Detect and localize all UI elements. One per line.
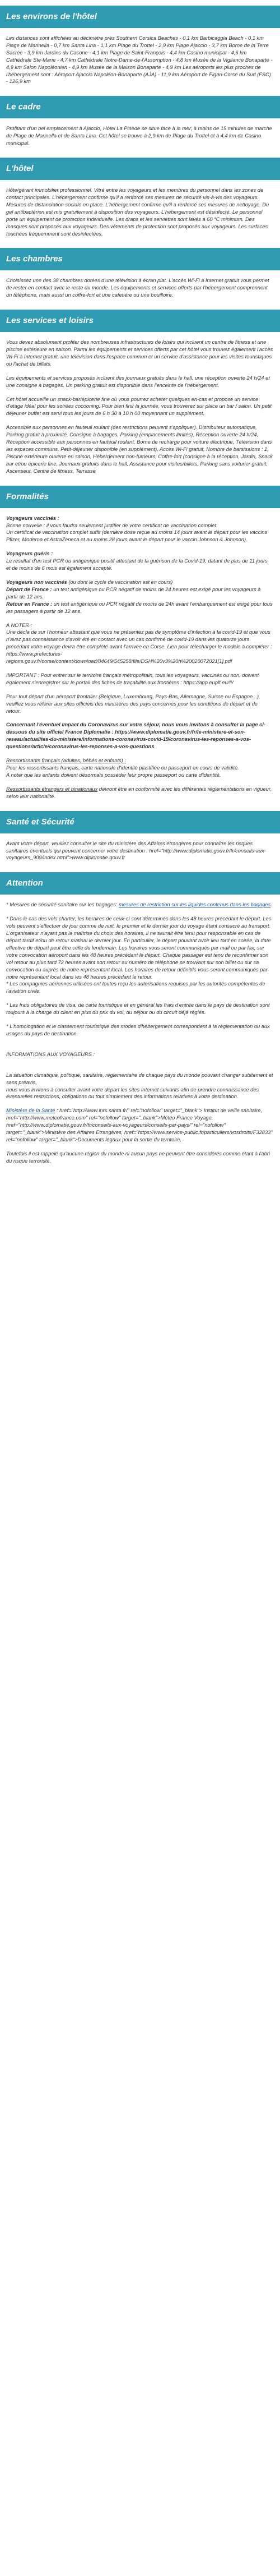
recovered-heading: Voyageurs guéris : bbox=[6, 551, 53, 557]
recovered-travellers bbox=[6, 550, 273, 572]
environs-text: Les distances sont affichées au décimètre près Southern Corsica Beaches - 0,1 km Barbicaggia Beach - 0,1 km Plage de Marinella - 0,7 km Santa Lina - 1,1 km Plage du Trottel - 2,9 km Plage Ajaccio - 3,7 km Borne de la Terre Sacrée - 3,9 km Jardins du Casone - 4,1 km Plage de Saint-François - 4,4 km Casino municipal - 4,6 km Cathédrale Ste-Marie - 4,7 km Cathédrale Notre-Dame-de-l'Assomption - 4,8 km Musée de la Vigilance Bonaparte - 4,9 km Salon Napoléonien - 4,9 km Musée de la Maison Bonaparte - 4,9 km Les aéroports les plus proches de l'hébergement sont : Aéroport Ajaccio Napoléon-Bonaparte (AJA) - 11,9 km Aéroport de Figari-Corse du Sud (FSC) - 126,9 km bbox=[6, 35, 273, 85]
services-paragraph: Cet hôtel accueille un snack-bar/épicerie fine où vous pourrez acheter quelques en-cas et propose un service d'étage idéal pour les soirées cocooning. Pour bien finir la journée, vous trouverez sur place un bar / salon. Un petit déjeuner buffet est servi tous les jours de 6 h 30 à 10 h 00 moyennant un supplément. bbox=[6, 396, 272, 417]
unvaccinated-note: (ou dont le cycle de vaccination est en cours) bbox=[67, 579, 173, 585]
section-header-attention bbox=[0, 872, 280, 895]
note-text: Une décla de sur l'honneur attestant que vous ne présentez pas de symptôme d'infection à la covid-19 et que vous n'avez pas connaissance d'avoir été en contact avec un cas confirmé de covid-19 dans les quatorze jours précédant votre voyage devra être complété avant l'arrivée en Corse. Lien pour télécharger le modèle à compléter : https://www.prefectures-regions.gouv.fr/corse/content/download/84649/545258/file/DSH%20v3%20h%20020072021[1].pdf bbox=[6, 629, 272, 665]
important-text: IMPORTANT : Pour entrer sur le territoire français métropolitain, tous les voyageurs, vaccinés ou non, doivent également s'enregistrer sur le portail des fiches de traçabilité aux frontières : https://app.euplf.eu/#/ bbox=[6, 672, 259, 685]
foreign-nationals bbox=[6, 786, 273, 800]
section-body-hotel bbox=[0, 180, 280, 237]
return-text: un test antigénique ou PCR négatif de moins de 24h avant l'embarquement est exigé pour tous les passagers à partir de 12 ans. bbox=[6, 601, 273, 614]
airlines-text: * Les compagnies aériennes utilisées ont toutes reçu les autorisations requises par les autorités compétentes de l'aviation civile. bbox=[6, 981, 265, 994]
liquids-prefix: * Mesures de sécurité sanitaire sur les bagages: bbox=[6, 902, 119, 908]
vaccinated-line: Bonne nouvelle : il vous faudra seulement justifier de votre certificat de vaccination complet. bbox=[6, 522, 218, 528]
situation-text-2: nous vous invitons à consulter avant votre départ les sites Internet suivants afin de prendre connaissance des éventuelles restrictions, obligations ou tout simplement des informations relatives à votre destination. bbox=[6, 1086, 259, 1100]
french-nationals-extra: A noter que les enfants doivent désormais posséder leur propre passeport ou carte d'identité. bbox=[6, 772, 221, 778]
section-body-sante bbox=[0, 833, 280, 862]
section-body-attention bbox=[0, 895, 280, 1164]
terrorism-notice: Toutefois il est rappelé qu'aucune région du monde ni aucun pays ne peuvent être considérés comme étant à l'abri du risque terroriste. bbox=[6, 1150, 270, 1164]
liquids-restriction-link[interactable]: mesures de restriction sur les liquides contenus dans les bagages bbox=[119, 902, 271, 908]
links-block bbox=[6, 1107, 273, 1144]
section-title: Attention bbox=[6, 878, 43, 888]
coronavirus-text bbox=[6, 721, 273, 750]
liquids-suffix: . bbox=[270, 902, 272, 908]
visa-notice: * Les frais obligatoires de visa, de carte touristique et en général les frais d'entrée dans le pays de destination sont toujours à la charge du client en plus du prix du vol, du séjour ou du circuit déjà réglés. bbox=[6, 1002, 270, 1016]
recovered-text: Le résultat d'un test PCR ou antigénique positif attestant de la guérison de la Covid-19, datant de plus de 11 jours et de moins de 6 mois est également accepté. bbox=[6, 558, 268, 572]
section-header-sante bbox=[0, 811, 280, 833]
foreign-nationals-text: devront être en conformité avec les différentes réglementations en vigueur, selon leur nationalité. bbox=[6, 786, 272, 799]
section-body-formalites bbox=[0, 508, 280, 800]
section-header-hotel bbox=[0, 158, 280, 180]
departure-heading: Départ de France : bbox=[6, 586, 52, 592]
situation-text: La situation climatique, politique, sanitaire, réglementaire de chaque pays du monde pouvant changer subitement et sans préavis, bbox=[6, 1072, 273, 1085]
section-body-cadre bbox=[0, 118, 280, 147]
charter-notice bbox=[6, 915, 273, 995]
return-heading: Retour en France : bbox=[6, 601, 53, 607]
vaccinated-line: Un certificat de vaccination complet suffit (dernière dose reçue au moins 14 jours avant le départ pour les vaccins Pfizer, Moderna et AstraZeneca et au moins 28 jours avant le départ pour le vaccin Johnson & Johnson). bbox=[6, 529, 268, 543]
section-title: L'hôtel bbox=[6, 164, 34, 174]
sante-text: Avant votre départ, veuillez consulter le site du ministère des Affaires étrangères pour connaître les risques sanitaires éventuels qui peuvent concerner votre destination : href="http://www.diplomatie.gouv.fr/fr/conseils-aux-voyageurs_909/index.html">www.diplomatie.gouv.fr bbox=[6, 840, 266, 861]
coronavirus-strong: Concernant l'éventuel impact du Coronavirus sur votre séjour, nous vous invitons à consulter la page ci-dessous du site officiel France Diplomatie : https://www.diplomatie.gouv.fr/fr/le-ministere-et-son-reseau/actualites-du-ministere/informations-coronavirus-covid-19/coronavirus-les-reponses-a-vos-questions/article/coronavirus-les-reponses-a-vos-questions bbox=[6, 722, 266, 750]
section-title: Les chambres bbox=[6, 254, 63, 264]
french-nationals bbox=[6, 757, 273, 779]
french-nationals-heading: Ressortissants français (adultes, bébés et enfants) : bbox=[6, 758, 126, 764]
hotel-text: Hôte/gérant immobilier professionnel. Vitré entre les voyageurs et les membres du personnel dans les zones de contact principales. L'hébergement confirme qu'il a renforcé ses mesures de sécurité vis-à-vis des voyageurs. Mesures de distanciation sociale en place. L'hébergement confirme qu'il a renforcé ses mesures de nettoyage. Du gel antibactérien est mis gratuitement à disposition des voyageurs. L'hébergement est désinfecté. Le personnel porte un équipement de protection individuelle. Les draps et les serviettes sont lavés à 60 °C minimum. Des masques sont proposés aux voyageurs. Des vêtements de protection sont proposés aux voyageurs. Les surfaces touchées fréquemment sont désinfectées. bbox=[6, 187, 269, 237]
section-header-cadre bbox=[0, 96, 280, 118]
section-header-formalites bbox=[0, 486, 280, 508]
unvaccinated-heading: Voyageurs non vaccinés bbox=[6, 579, 67, 585]
french-nationals-text: Pour les ressortissants français, carte nationale d'identité plastifiée ou passeport en cours de validité. bbox=[6, 765, 239, 771]
services-paragraph: Les équipements et services proposés incluent des journaux gratuits dans le hall, une réception ouverte 24 h/24 et une consigne à bagages. Un parking gratuit est disponible dans l'enceinte de l'hébergement. bbox=[6, 375, 270, 388]
unvaccinated-travellers bbox=[6, 579, 273, 615]
section-header-services bbox=[0, 310, 280, 332]
section-body-environs bbox=[0, 28, 280, 85]
services-paragraph: Accessible aux personnes en fauteuil roulant (des restrictions peuvent s'appliquer). Distributeur automatique, Parking gratuit à proximité, Consigne à bagages, Parking (emplacements limités), Réception ouverte 24 h/24, Réception accessible aux personnes en fauteuil roulant, Borne de recharge pour voiture électrique, Télévision dans les espaces communs, Petit-déjeuner disponible (en supplément), Accès Wi-Fi gratuit, Nombre de bars/salons : 1, Piscine extérieure ouverte en saison, Hébergement non-fumeurs, Coffre-fort (consigne à la réception, Jardin, Snack bar et/ou épicerie fine, Journaux gratuits dans le hall, Assistance pour visites/billets, Parking sans voiturier gratuit, Ascenseur, Centre de fitness, Terrasse bbox=[6, 425, 273, 474]
vaccinated-heading: Voyageurs vaccinés : bbox=[6, 515, 59, 521]
section-body-services bbox=[0, 332, 280, 475]
services-paragraph: Vous devez absolument profiter des nombreuses infrastructures de loisirs qui incluent un centre de fitness et une piscine extérieure en saison. Parmi les équipements et services offerts par cet hôtel vous trouvez également l'accès Wi-Fi à Internet gratuit, une télévision dans l'espace commun et un service d'assistance pour les visites touristiques ou l'achat de billets. bbox=[6, 339, 273, 367]
section-body-chambres bbox=[0, 270, 280, 299]
links-text: : href="http://www.inrs.santa.fr/" rel="nofollow" target="_blank"> Institut de veille sanitaire, href="http://www.meteofrance.com" rel="nofollow" target="_blank">Météo France Voyage, href="http://www.diplomatie.gouv.fr/fr/conseils-aux-voyageurs/conseils-par-pays/" rel="nofollow" target="_blank">Ministère des Affaires Etrangères, href="https://www.service-public.fr/particuliers/vosdroits/F32833" rel="nofollow" target="_blank">Documents légaux pour la sortie du territoire. bbox=[6, 1108, 273, 1142]
spacer bbox=[6, 1065, 273, 1072]
departure-text: un test antigénique ou PCR négatif de moins de 24 heures est exigé pour les voyageurs à partir de 12 ans. bbox=[6, 586, 261, 600]
section-title: Santé et Sécurité bbox=[6, 817, 74, 827]
chambres-text: Choisissez une des 38 chambres dotées d'une télévision à écran plat. L'accès Wi-Fi à Internet gratuit vous permet de rester en contact avec le reste du monde. Les équipements et services offerts par l'hébergement comprennent un téléphone, mais aussi un coffre-fort et une cafetière ou une bouilloire. bbox=[6, 278, 269, 298]
foreign-nationals-heading: Ressortissants étrangers et binationaux bbox=[6, 786, 98, 792]
vaccinated-travellers bbox=[6, 515, 273, 544]
cadre-text: Profitant d'un bel emplacement à Ajaccio, Hôtel La Pinède se situe face à la mer, à moins de 15 minutes de marche de Plage de Marinella et de Santa Lina. Cet hôtel se trouve à 2,9 km de Plage du Trottel et à 4,4 km de Casino municipal. bbox=[6, 126, 272, 146]
charter-text: * Dans le cas des vols charter, les horaires de ceux-ci sont déterminés dans les 48 heures précédant le départ. Les vols peuvent s'effectuer de jour comme de nuit, le premier et le dernier jour du voyage étant consacré au transport. L'organisateur n'ayant pas la maîtrise du choix des horaires, il ne saurait être tenu pour responsable en cas de départ tardif et/ou de retour matinal le dernier jour. En particulier, le départ pouvant avoir lieu tard en soirée, la date effective de départ peut être celle du lendemain. Les horaires vous seront communiqués par mail ou par fax, sur votre convocation aéroport dans les 48 heures précédant le départ. Chaque passager est tenu de reconfirmer son vol retour au plus tard 72 heures avant son retour au numéro de téléphone se trouvant sur son billet ou sur sa convocation ou auprès de notre représentant local. Les horaires de retour définitifs vous seront communiqués par notre représentant local dans les 48 heures précédant le retour. bbox=[6, 916, 272, 980]
page bbox=[0, 0, 280, 1165]
section-header-chambres bbox=[0, 248, 280, 270]
health-ministry-link[interactable]: Ministère de la Santé bbox=[6, 1108, 55, 1114]
section-title: Les services et loisirs bbox=[6, 316, 94, 326]
section-title: Les environs de l'hôtel bbox=[6, 12, 97, 21]
liquids-notice bbox=[6, 901, 273, 909]
note-heading: A NOTER : bbox=[6, 622, 32, 628]
border-airport-text: Pour tout départ d'un aéroport frontalier (Belgique, Luxembourg, Pays-Bas, Allemagne, Suisse ou Espagne...), veuillez vous référer aux sites officiels des ministères des pays concernés pour les conditions de départ et de retour. bbox=[6, 693, 260, 714]
section-header-environs bbox=[0, 6, 280, 28]
travellers-info-heading: INFORMATIONS AUX VOYAGEURS : bbox=[6, 1051, 95, 1057]
classification-notice: * L'homologation et le classement touristique des modes d'hébergement correspondent à la réglementation ou aux usages du pays de destination. bbox=[6, 1024, 270, 1036]
spacer bbox=[6, 1044, 273, 1051]
section-title: Formalités bbox=[6, 491, 49, 501]
situation-notice bbox=[6, 1072, 273, 1101]
note-block bbox=[6, 622, 273, 665]
section-title: Le cadre bbox=[6, 102, 41, 112]
